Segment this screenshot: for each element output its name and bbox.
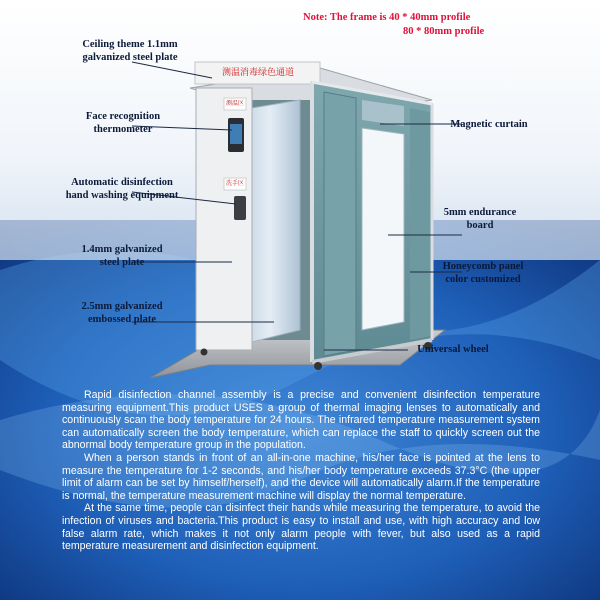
- thermometer-screen: [230, 124, 242, 144]
- label-ceiling-line2: galvanized steel plate: [82, 52, 178, 63]
- label-honeycomb-panel: [428, 260, 538, 286]
- frame-note-line2: 80 * 80mm profile: [403, 26, 485, 37]
- label-magnetic-curtain: [434, 118, 544, 131]
- product-description: [62, 389, 540, 553]
- label-endurance-board: [430, 206, 530, 232]
- label-galv14-line1: 1.4mm galvanized: [81, 244, 163, 255]
- label-galvanized-25: [62, 300, 182, 326]
- universal-wheel: [201, 349, 208, 356]
- frame-note-line1: Note: The frame is 40 * 40mm profile: [303, 12, 471, 23]
- label-honeycomb-line1: Honeycomb panel: [442, 261, 524, 272]
- label-magnetic-line1: Magnetic curtain: [450, 119, 528, 130]
- sanitizer-device: [234, 196, 246, 220]
- label-galvanized-14: [62, 243, 182, 269]
- label-honeycomb-line2: color customized: [445, 274, 521, 285]
- label-face-line1: Face recognition: [85, 111, 161, 122]
- universal-wheel: [314, 362, 322, 370]
- label-face-line2: thermometer: [93, 124, 153, 135]
- description-paragraph-3: At the same time, people can disinfect their hands while measuring the temperature, to avoid the infection of viruses and bacteria.This product is easy to install and use, with high accuracy and low false alarm rate, which makes it not only alarm people with fever, but also used as a rapid temperature measurement and disinfection equipment.: [62, 502, 540, 553]
- endurance-board-window: [362, 128, 404, 330]
- label-wheel-line1: Universal wheel: [417, 344, 489, 355]
- right-panel: [410, 108, 430, 340]
- panel-sign-top-text: 测温区: [225, 100, 244, 107]
- label-auto-disinfection: [52, 176, 192, 202]
- label-galv25-line1: 2.5mm galvanized: [81, 301, 163, 312]
- label-galv14-line2: steel plate: [99, 257, 145, 268]
- honeycomb-panel: [324, 92, 356, 356]
- label-auto-line2: hand washing equipment: [65, 190, 179, 201]
- panel-sign-mid-text: 洗手区: [225, 180, 244, 187]
- label-galv25-line2: embossed plate: [88, 314, 156, 325]
- label-universal-wheel: [408, 343, 498, 356]
- label-auto-line1: Automatic disinfection: [71, 177, 173, 188]
- label-endurance-line2: board: [466, 220, 494, 231]
- description-paragraph-2: When a person stands in front of an all-in-one machine, his/her face is pointed at the lens to measure the temperature for 1-2 seconds, and his/her body temperature exceeds 37.3°C (the upper limit of alarm can be set by himself/herself), and the device will automatically alarm.If the temperature is normal, the temperature measurement machine will display the normal temperature.: [62, 451, 540, 502]
- label-endurance-line1: 5mm endurance: [443, 207, 517, 218]
- label-ceiling-line1: Ceiling theme 1.1mm: [82, 39, 178, 50]
- ceiling-sign-text: 测温消毒绿色通道: [221, 68, 294, 78]
- description-paragraph-1: Rapid disinfection channel assembly is a precise and convenient disinfection temperature measuring equipment.This product USES a group of thermal imaging lenses to automatically and continuously scan the body temperature for 24 hours. The infrared temperature measurement system can automatically screen the body temperature, which can replace the staff to quickly screen out the abnormal body temperature group in the population.: [62, 389, 540, 452]
- label-face-recognition: [68, 110, 178, 136]
- label-ceiling: [60, 38, 200, 64]
